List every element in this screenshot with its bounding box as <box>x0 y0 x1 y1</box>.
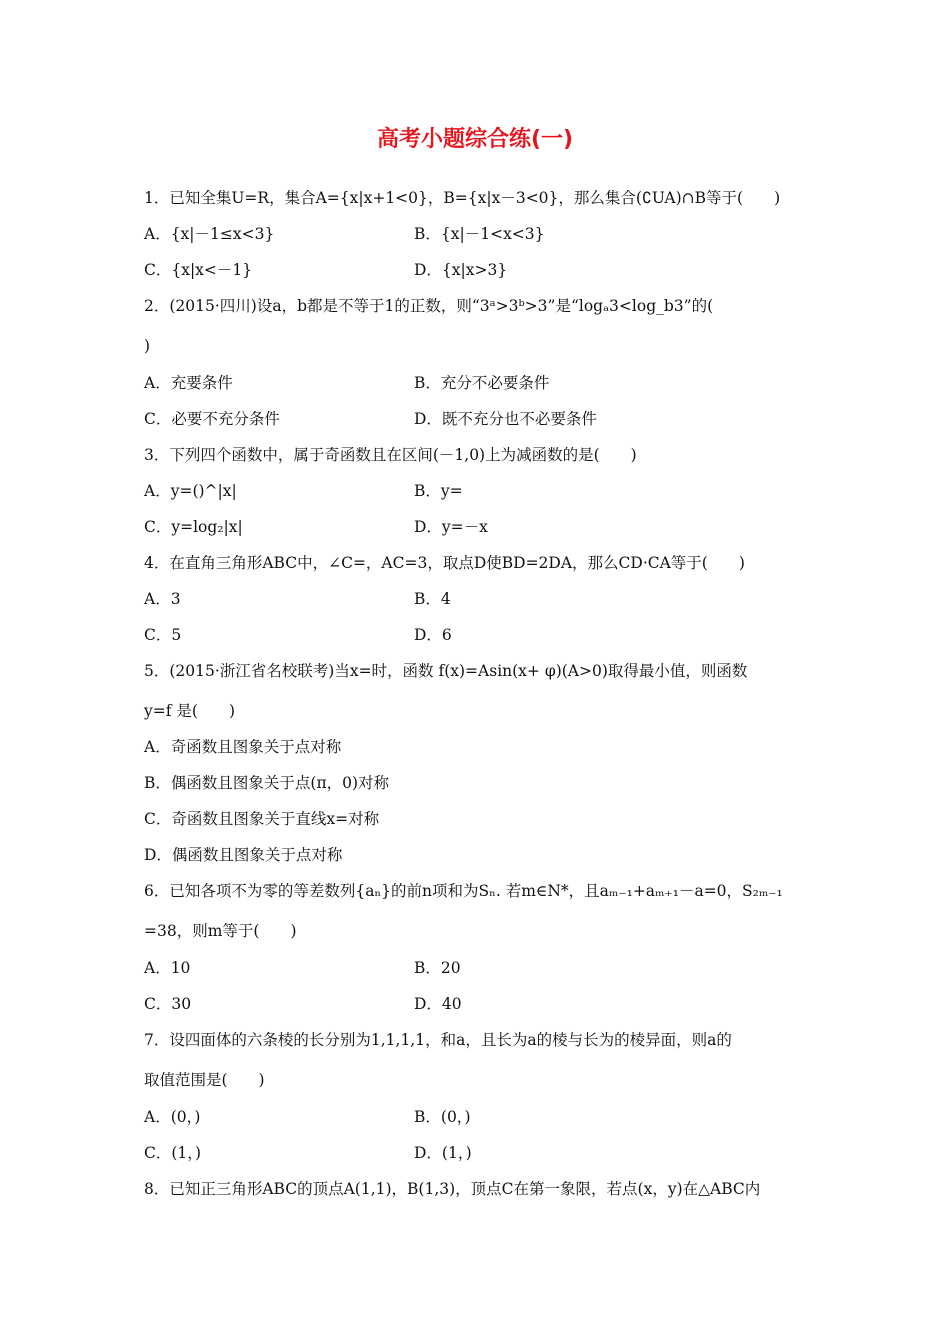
question-7-option-d: D．(1，) <box>414 1144 472 1162</box>
question-1-option-a: A．{x|－1≤x<3} <box>144 225 275 243</box>
question-5-option-d: D．偶函数且图象关于点对称 <box>144 846 343 864</box>
question-7-option-b: B．(0，) <box>414 1108 471 1126</box>
question-5-option-a: A．奇函数且图象关于点对称 <box>144 738 342 756</box>
question-2-option-c: C．必要不充分条件 <box>144 410 280 428</box>
question-7-option-c: C．(1，) <box>144 1144 202 1162</box>
question-6-stem-cont: =38，则m等于( ) <box>144 922 297 940</box>
question-7-stem: 7．设四面体的六条棱的长分别为1,1,1,1，和a，且长为a的棱与长为的棱异面，则a的 <box>144 1031 732 1049</box>
question-8-stem: 8．已知正三角形ABC的顶点A(1,1)，B(1,3)，顶点C在第一象限，若点(x，y)在△ABC内 <box>144 1180 761 1198</box>
question-4-option-c: C．5 <box>144 626 182 644</box>
question-2-option-b: B．充分不必要条件 <box>414 374 550 392</box>
question-1-option-d: D．{x|x>3} <box>414 261 508 279</box>
question-5-option-b: B．偶函数且图象关于点(π，0)对称 <box>144 774 390 792</box>
question-4-stem: 4．在直角三角形ABC中，∠C=，AC=3，取点D使BD=2DA，那么CD·CA等于( ) <box>144 554 745 572</box>
question-7-option-a: A．(0，) <box>144 1108 201 1126</box>
question-3-option-c: C．y=log₂|x| <box>144 518 243 536</box>
question-7-stem-cont: 取值范围是( ) <box>144 1071 265 1089</box>
question-6-stem: 6．已知各项不为零的等差数列{aₙ}的前n项和为Sₙ. 若m∈N*，且aₘ₋₁+aₘ₊₁－a=0，S₂ₘ₋₁ <box>144 882 783 900</box>
question-3-option-a: A．y=()^|x| <box>144 482 237 500</box>
question-2-stem-cont: ) <box>144 337 151 355</box>
question-6-option-c: C．30 <box>144 995 192 1013</box>
question-6-option-d: D．40 <box>414 995 462 1013</box>
question-5-stem-cont: y=f 是( ) <box>144 702 236 720</box>
question-5-stem: 5．(2015·浙江省名校联考)当x=时，函数 f(x)=Asin(x+ φ)(A>0)取得最小值，则函数 <box>144 662 748 680</box>
page-title: 高考小题综合练(一) <box>376 127 574 152</box>
question-4-option-a: A．3 <box>144 590 181 608</box>
question-6-option-b: B．20 <box>414 959 461 977</box>
question-2-option-a: A．充要条件 <box>144 374 233 392</box>
question-6-option-a: A．10 <box>144 959 191 977</box>
question-3-stem: 3．下列四个函数中，属于奇函数且在区间(－1,0)上为减函数的是( ) <box>144 446 637 464</box>
question-1-stem: 1．已知全集U=R，集合A={x|x+1<0}，B={x|x－3<0}，那么集合(∁UA)∩B等于( ) <box>144 189 781 207</box>
question-1-option-c: C．{x|x<－1} <box>144 261 253 279</box>
question-2-option-d: D．既不充分也不必要条件 <box>414 410 597 428</box>
question-2-stem: 2．(2015·四川)设a，b都是不等于1的正数，则“3ᵃ>3ᵇ>3”是“logₐ3<log_b3”的( <box>144 297 714 315</box>
question-1-option-b: B．{x|－1<x<3} <box>414 225 545 243</box>
question-4-option-b: B．4 <box>414 590 451 608</box>
question-3-option-d: D．y=－x <box>414 518 488 536</box>
question-4-option-d: D．6 <box>414 626 452 644</box>
question-5-option-c: C．奇函数且图象关于直线x=对称 <box>144 810 380 828</box>
question-3-option-b: B．y= <box>414 482 463 500</box>
